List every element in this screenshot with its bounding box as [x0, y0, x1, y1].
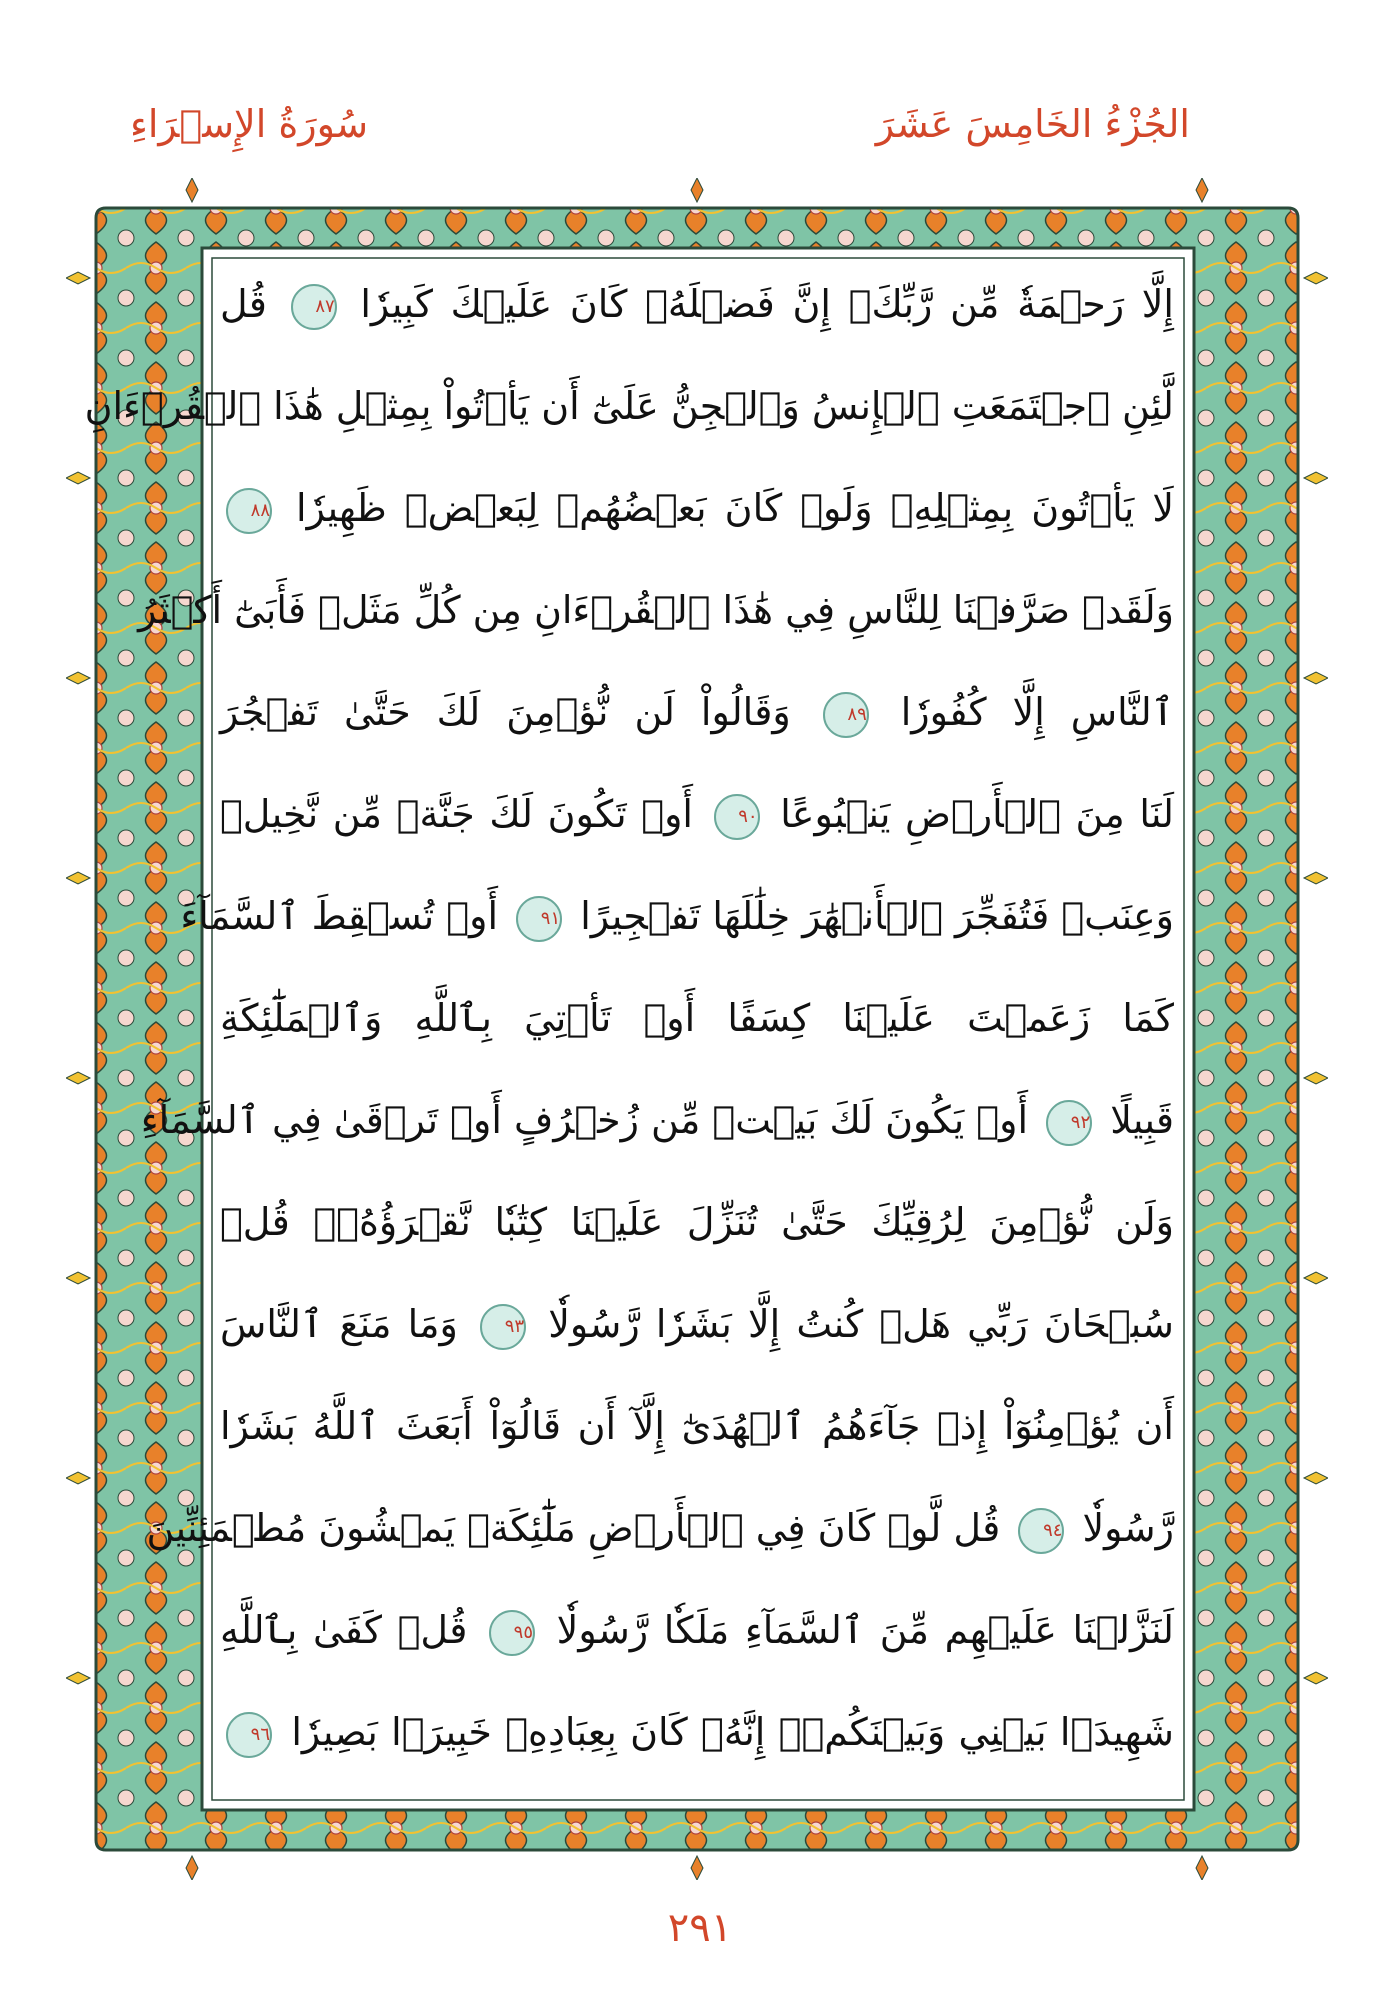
text-line	[146, 1486, 1174, 1570]
juz-label: الجُزْءُ الخَامِسَ عَشَرَ	[875, 102, 1190, 146]
ayah-marker: ٩٢	[1046, 1100, 1092, 1146]
text-line	[220, 1690, 1174, 1774]
verse-text: وَمَا مَنَعَ ٱلنَّاسَ	[220, 1302, 458, 1346]
quran-text-block	[84, 262, 1174, 1796]
verse-text: رَّسُولٗا	[1082, 1506, 1174, 1550]
text-line	[140, 1078, 1174, 1162]
ayah-marker: ٩٥	[489, 1610, 535, 1656]
verse-text: لَنَا مِنَ ٱلۡأَرۡضِ يَنۢبُوعًا	[780, 792, 1174, 836]
ayah-marker: ٩١	[516, 896, 562, 942]
verse-text: لَنَزَّلۡنَا عَلَيۡهِم مِّنَ ٱلسَّمَآءِ مَلَكٗا رَّسُولٗا	[556, 1608, 1174, 1652]
verse-text: قُل	[220, 282, 267, 326]
verse-text: أَوۡ تَكُونَ لَكَ جَنَّةٞ مِّن نَّخِيلٖ	[220, 792, 693, 836]
verse-text: إِلَّا رَحۡمَةٗ مِّن رَّبِّكَۚ إِنَّ فَضۡلَهُۥ كَانَ عَلَيۡكَ كَبِيرٗا	[360, 282, 1174, 326]
text-line	[220, 262, 1174, 346]
verse-text: كَمَا زَعَمۡتَ عَلَيۡنَا كِسَفًا أَوۡ تَأۡتِيَ بِٱللَّهِ وَٱلۡمَلَٰٓئِكَةِ	[220, 996, 1174, 1040]
verse-text: وَلَن نُّؤۡمِنَ لِرُقِيِّكَ حَتَّىٰ تُنَزِّلَ عَلَيۡنَا كِتَٰبٗا نَّقۡرَؤُهُۥۗ قُلۡ	[220, 1200, 1174, 1244]
verse-text: وَقَالُواْ لَن نُّؤۡمِنَ لَكَ حَتَّىٰ تَفۡجُرَ	[220, 690, 791, 734]
ayah-marker: ٨٩	[823, 692, 869, 738]
verse-text: قُلۡ كَفَىٰ بِٱللَّهِ	[220, 1608, 468, 1652]
verse-text: أَن يُؤۡمِنُوٓاْ إِذۡ جَآءَهُمُ ٱلۡهُدَىٰٓ إِلَّآ أَن قَالُوٓاْ أَبَعَثَ ٱللَّهُ بَشَرٗا	[220, 1404, 1174, 1448]
page-number: ٢٩١	[667, 1905, 733, 1951]
text-line	[220, 1180, 1174, 1264]
verse-text: لَا يَأۡتُونَ بِمِثۡلِهِۦ وَلَوۡ كَانَ بَعۡضُهُمۡ لِبَعۡضٖ ظَهِيرٗا	[296, 486, 1174, 530]
text-line	[220, 976, 1174, 1060]
text-line	[138, 568, 1174, 652]
text-line	[220, 1588, 1174, 1672]
text-line	[220, 1282, 1174, 1366]
ayah-marker: ٨٨	[226, 488, 272, 534]
verse-text: أَوۡ يَكُونَ لَكَ بَيۡتٞ مِّن زُخۡرُفٍ أَوۡ تَرۡقَىٰ فِي ٱلسَّمَآءِ	[140, 1098, 1029, 1142]
verse-text: لَّئِنِ ٱجۡتَمَعَتِ ٱلۡإِنسُ وَٱلۡجِنُّ عَلَىٰٓ أَن يَأۡتُواْ بِمِثۡلِ هَٰذَا ٱلۡقُرۡءَانِ	[84, 384, 1174, 428]
text-line	[84, 364, 1174, 448]
surah-label: سُورَةُ الإِسۡرَاءِ	[130, 102, 369, 146]
ayah-marker: ٩٠	[714, 794, 760, 840]
verse-text: سُبۡحَانَ رَبِّي هَلۡ كُنتُ إِلَّا بَشَرٗا رَّسُولٗا	[548, 1302, 1174, 1346]
ayah-marker: ٩٤	[1018, 1508, 1064, 1554]
text-line	[220, 1384, 1174, 1468]
ayah-marker: ٩٣	[480, 1304, 526, 1350]
page-header	[130, 102, 1190, 162]
verse-text: وَلَقَدۡ صَرَّفۡنَا لِلنَّاسِ فِي هَٰذَا ٱلۡقُرۡءَانِ مِن كُلِّ مَثَلٖ فَأَبَىٰٓ أَكۡثَرُ	[138, 588, 1174, 632]
text-line	[180, 874, 1174, 958]
verse-text: قُل لَّوۡ كَانَ فِي ٱلۡأَرۡضِ مَلَٰٓئِكَةٞ يَمۡشُونَ مُطۡمَئِنِّينَ	[146, 1506, 1001, 1550]
text-line	[220, 772, 1174, 856]
verse-text: وَعِنَبٖ فَتُفَجِّرَ ٱلۡأَنۡهَٰرَ خِلَٰلَهَا تَفۡجِيرًا	[580, 894, 1174, 938]
text-line	[220, 670, 1174, 754]
ayah-marker: ٩٦	[226, 1712, 272, 1758]
verse-text: قَبِيلًا	[1110, 1098, 1174, 1142]
ayah-marker: ٨٧	[291, 284, 337, 330]
verse-text: شَهِيدَۢا بَيۡنِي وَبَيۡنَكُمۡۚ إِنَّهُۥ كَانَ بِعِبَادِهِۦ خَبِيرَۢا بَصِيرٗا	[291, 1710, 1174, 1754]
text-line	[220, 466, 1174, 550]
verse-text: ٱلنَّاسِ إِلَّا كُفُورٗا	[900, 690, 1174, 734]
verse-text: أَوۡ تُسۡقِطَ ٱلسَّمَآءَ	[180, 894, 499, 938]
